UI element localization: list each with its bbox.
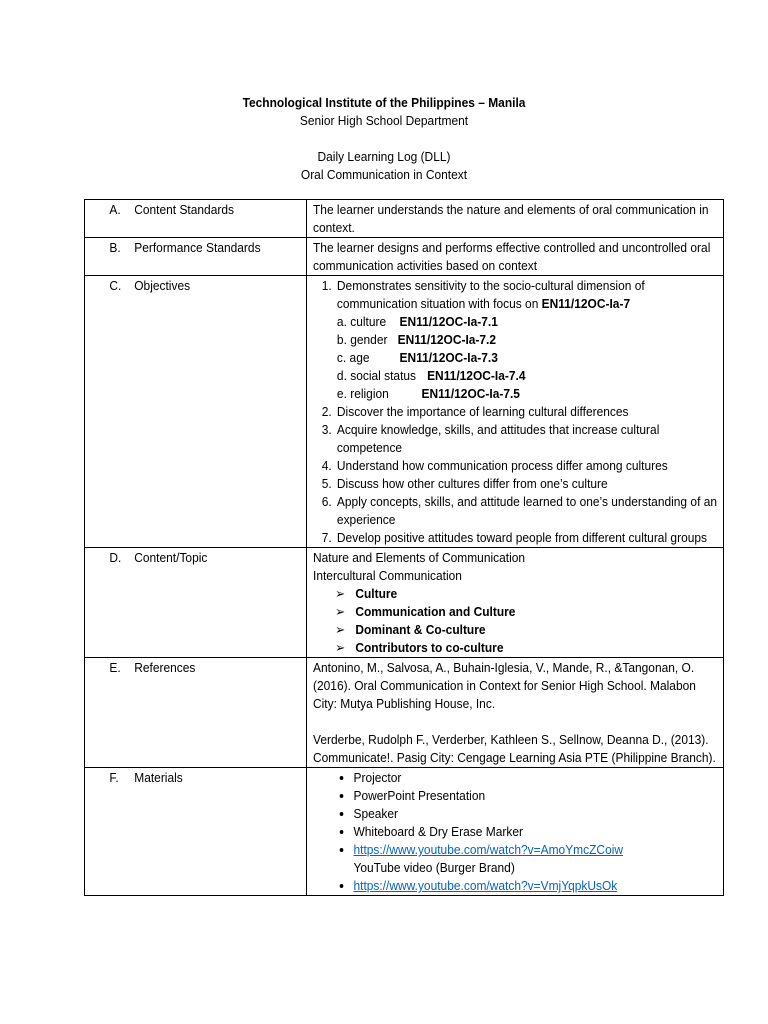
objective-item: 4. Understand how communication process differ among cultures [335,457,718,475]
row-label: Materials [134,770,183,785]
objectives-list [313,277,718,547]
document-header [31,94,738,184]
row-label: Content/Topic [134,550,208,565]
reference-entry: Verderbe, Rudolph F., Verderber, Kathleen S., Sellnow, Deanna D., (2013). Communicate!. Pasig City: Cengage Learning Asia PTE (Philippine Branch). [313,732,716,765]
row-objectives [85,276,724,548]
row-content-topic [85,548,724,658]
topic-item: ➢ Dominant & Co-culture [335,621,718,639]
row-letter: F. [109,770,119,785]
row-label: Performance Standards [134,240,261,255]
row-content-standards [85,200,724,238]
objective-item: 5. Discuss how other cultures differ from one’s culture [335,475,718,493]
row-label: References [134,660,196,675]
topic-item: ➢ Culture [335,585,718,603]
row-letter: B. [109,240,121,255]
content-standards-text: The learner understands the nature and elements of oral communication in context. [307,200,724,238]
row-label: Content Standards [134,202,234,217]
objectives-cell [307,276,724,548]
materials-list [313,769,718,895]
topic-line: Intercultural Communication [313,568,462,583]
references-cell [307,658,724,768]
sub-objective: d. social status EN11/12OC-Ia-7.4 [336,368,526,383]
objective-item: 2. Discover the importance of learning cultural differences [335,403,718,421]
row-letter: E. [109,660,121,675]
row-letter: D. [109,550,122,565]
sub-objective: a. culture EN11/12OC-Ia-7.1 [336,314,498,329]
institution-name: Technological Institute of the Philippines – Manila [242,95,526,110]
log-title: Daily Learning Log (DLL) [317,149,451,164]
row-label: Objectives [134,278,191,293]
material-item: • Projector [353,769,717,787]
material-item: • PowerPoint Presentation [353,787,717,805]
objective-item: 6. Apply concepts, skills, and attitude learned to one’s understanding of an experience [335,493,718,529]
topic-list [313,585,718,657]
content-topic-cell [307,548,724,658]
material-item: • Whiteboard & Dry Erase Marker [353,823,717,841]
sub-objective: e. religion EN11/12OC-Ia-7.5 [336,386,520,401]
topic-item: ➢ Contributors to co-culture [335,639,718,657]
performance-standards-text: The learner designs and performs effective controlled and uncontrolled oral communication activities based on context [307,238,724,276]
row-references [85,658,724,768]
topic-line: Nature and Elements of Communication [313,550,526,565]
objective-item: 7. Develop positive attitudes toward people from different cultural groups [335,529,718,547]
row-performance-standards [85,238,724,276]
material-item [353,841,717,877]
objective-item: 1. Demonstrates sensitivity to the socio-cultural dimension of communication situation with focus on EN11/12OC-Ia-7 a. culture EN11/12OC-Ia-7.1 b. gender EN11/12OC-Ia-7.2 c. age EN11/12OC-Ia-7.3 d. social status EN11/12OC-Ia-7.4 e. religion EN11/12OC-Ia-7.5 [335,277,718,403]
youtube-link[interactable]: https://www.youtube.com/watch?v=AmoYmcZCoiw [353,842,624,857]
sub-objective: c. age EN11/12OC-Ia-7.3 [336,350,498,365]
dll-table [84,199,724,896]
material-item [353,877,717,895]
materials-cell [307,768,724,896]
row-materials [85,768,724,896]
row-letter: C. [109,278,122,293]
objective-item: 3. Acquire knowledge, skills, and attitudes that increase cultural competence [335,421,718,457]
reference-entry: Antonino, M., Salvosa, A., Buhain-Iglesia, V., Mande, R., &Tangonan, O. (2016). Oral Communication in Context for Senior High School. Malabon City: Mutya Publishing House, Inc. [313,660,696,711]
link-caption: YouTube video (Burger Brand) [353,860,515,875]
sub-objectives [337,313,718,403]
material-item: • Speaker [353,805,717,823]
topic-item: ➢ Communication and Culture [335,603,718,621]
subject-title: Oral Communication in Context [300,167,468,182]
youtube-link[interactable]: https://www.youtube.com/watch?v=VmjYqpkUsOk [353,878,618,893]
row-letter: A. [109,202,121,217]
department-name: Senior High School Department [299,113,469,128]
sub-objective: b. gender EN11/12OC-Ia-7.2 [336,332,497,347]
